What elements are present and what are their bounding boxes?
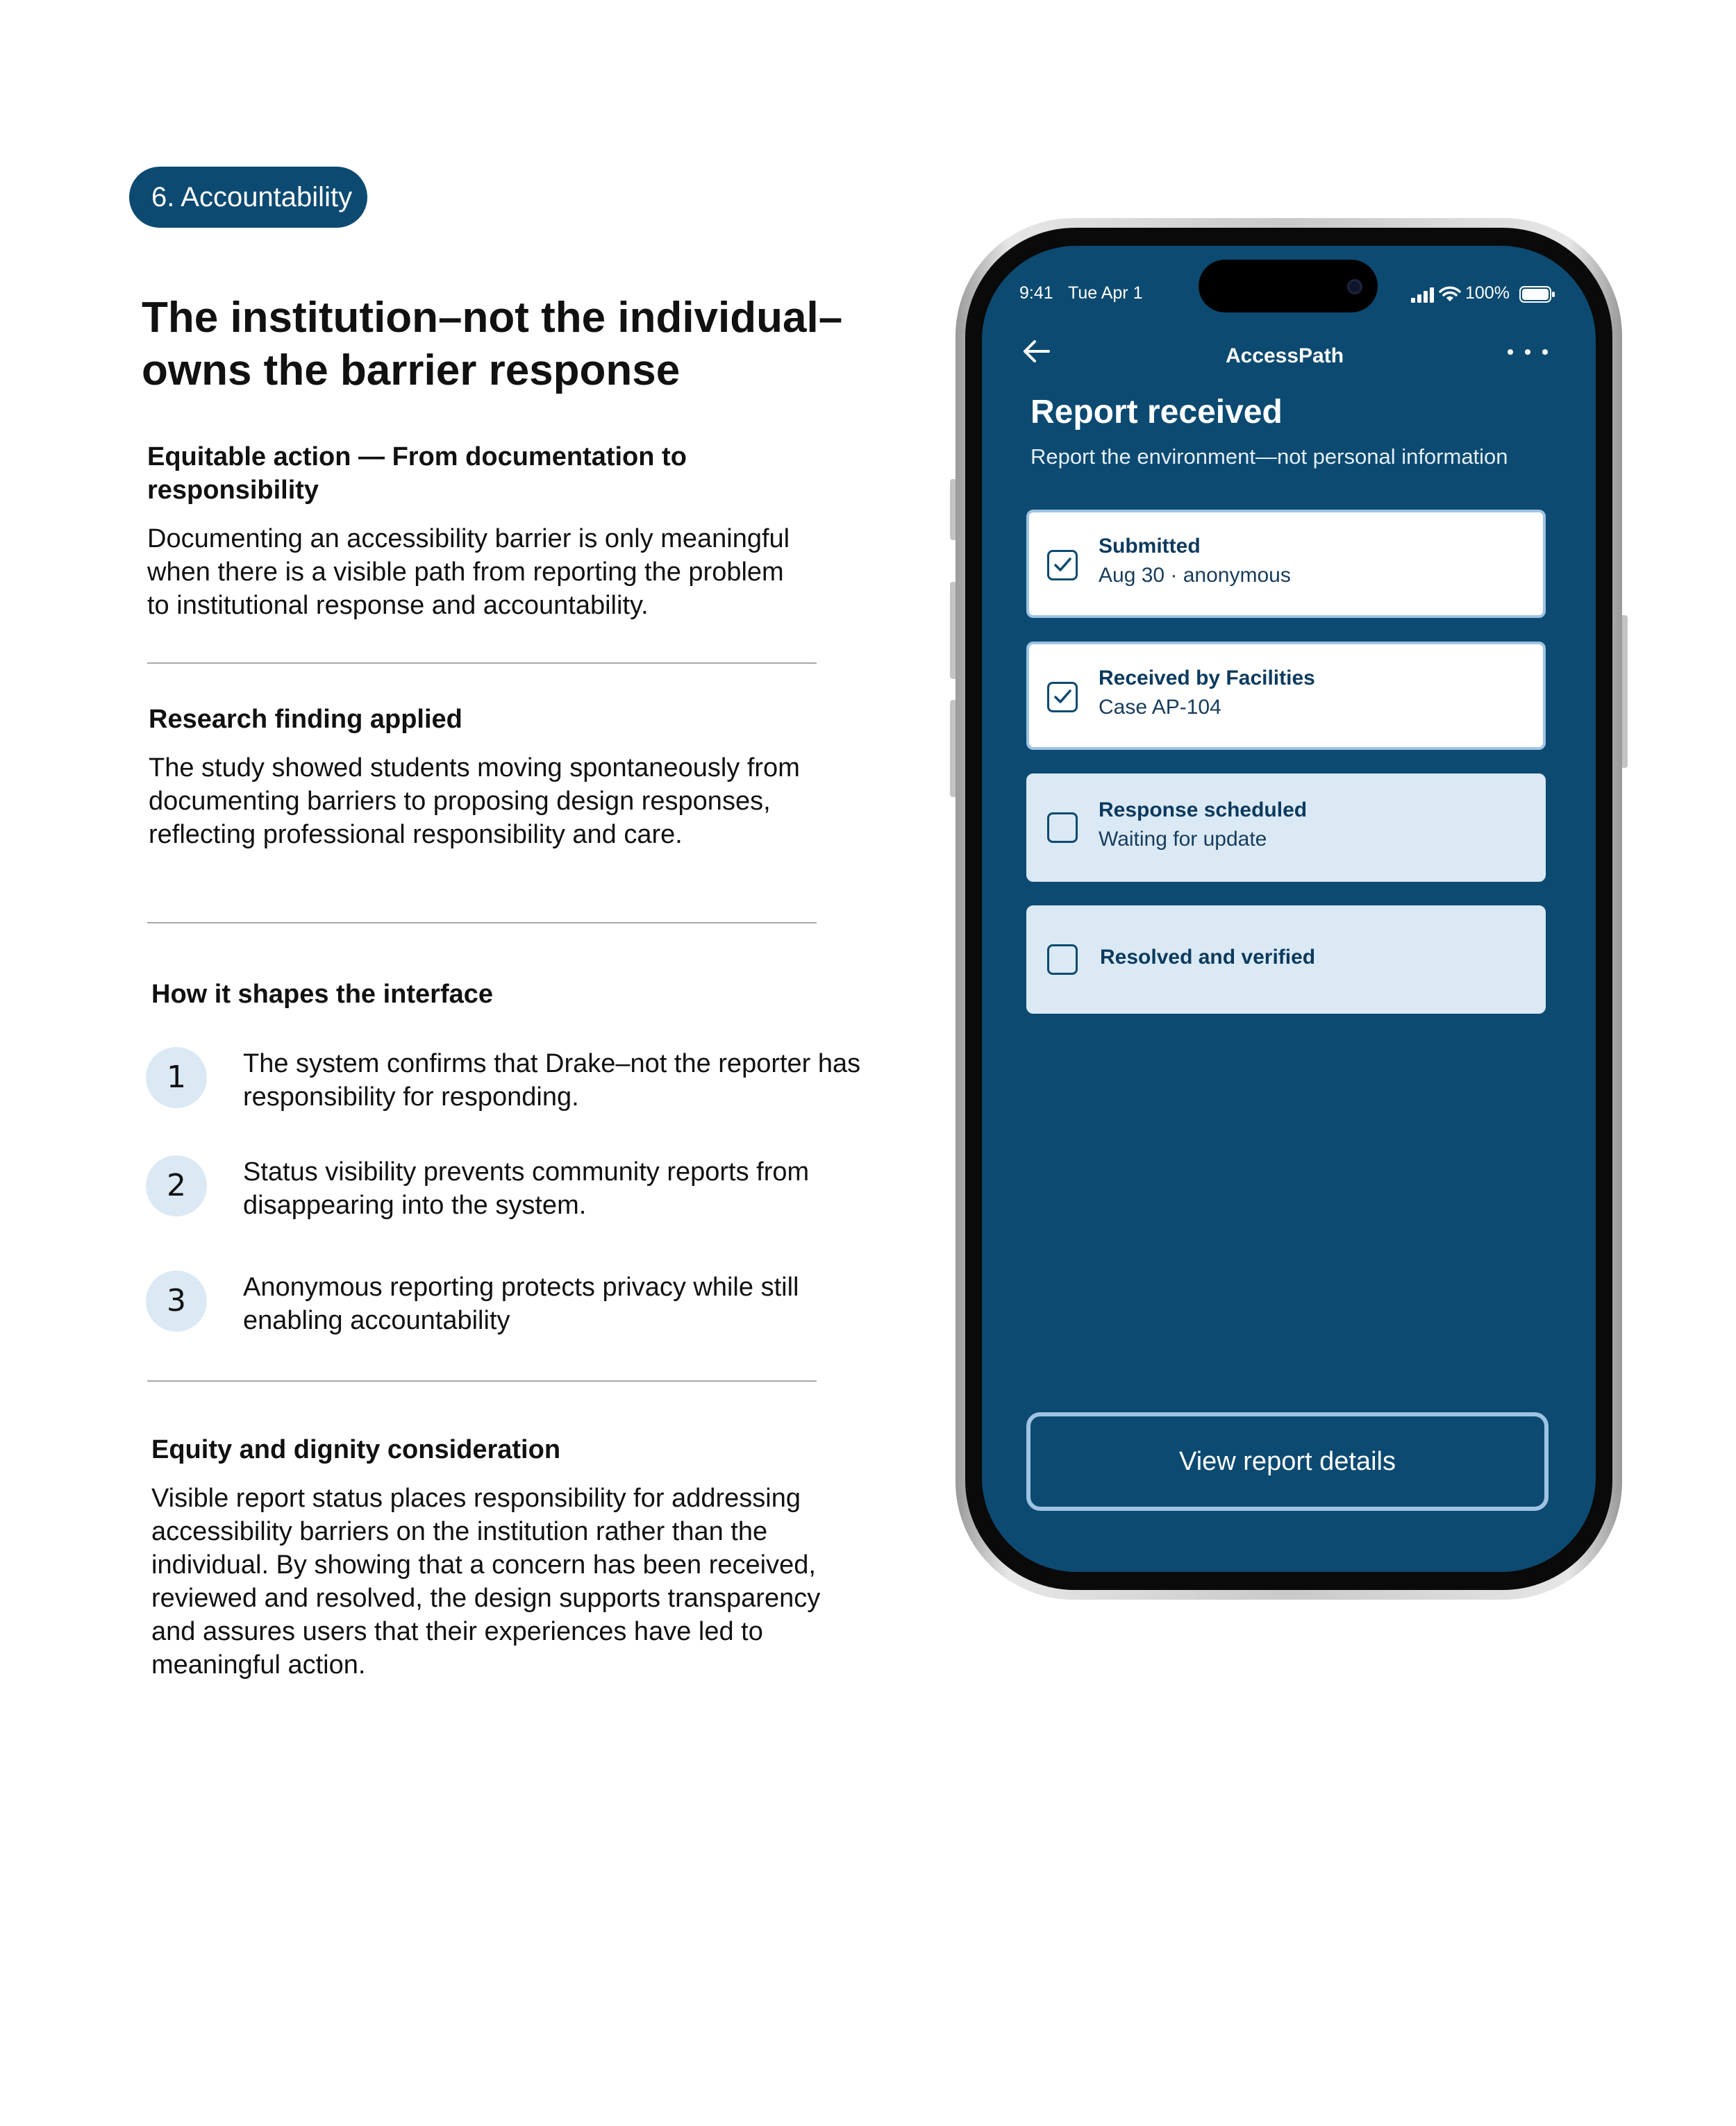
status-date: Tue Apr 1 [1068,283,1143,303]
step-2-number: 2 [146,1155,207,1216]
cellular-signal-icon [1411,287,1435,306]
research-body [149,751,871,851]
checkbox-checked-icon [1047,550,1078,580]
card-title: Response scheduled [1099,798,1308,821]
status-card-resolved[interactable] [1026,905,1546,1014]
card-detail: Case AP-104 [1099,696,1221,719]
equitable-action-body [147,522,869,622]
equity-line-3: individual. By showing that a concern has been received, [151,1550,816,1580]
page-headline [142,292,878,397]
step-2-line-2: disappearing into the system. [243,1191,587,1220]
equity-line-2: accessibility barriers on the institution rather than the [151,1517,768,1546]
equity-line-1: Visible report status places responsibility for addressing [151,1484,801,1513]
equitable-line-3: to institutional response and accountability. [147,591,649,620]
status-card-submitted[interactable] [1026,510,1546,618]
battery-icon [1519,286,1555,306]
card-title: Resolved and verified [1100,946,1316,969]
equity-line-4: reviewed and resolved, the design supports transparency [151,1584,821,1613]
equity-line-6: meaningful action. [151,1650,366,1680]
status-card-scheduled[interactable] [1026,773,1546,882]
card-detail: Waiting for update [1099,828,1267,851]
back-button[interactable] [1021,337,1051,369]
status-time: 9:41 [1019,283,1053,303]
checkbox-empty-icon [1047,944,1078,975]
divider-3 [147,1380,817,1382]
checkbox-checked-icon [1047,682,1078,712]
section-pill: 6. Accountability [129,167,367,228]
research-line-1: The study showed students moving spontaneously from [149,753,800,782]
card-title: Submitted [1099,535,1201,558]
status-card-received[interactable] [1026,642,1546,750]
step-1-line-1: The system confirms that Drake–not the reporter has [243,1049,861,1078]
headline-line-2: owns the barrier response [142,346,681,394]
equitable-line-1: Documenting an accessibility barrier is only meaningful [147,524,790,553]
research-heading: Research finding applied [149,705,462,734]
view-report-details-button[interactable]: View report details [1026,1412,1549,1511]
wifi-icon [1439,286,1461,306]
equitable-heading-line-2: responsibility [147,476,319,505]
arrow-left-icon [1021,337,1051,365]
research-line-3: reflecting professional responsibility and care. [149,820,683,849]
step-1-line-2: responsibility for responding. [243,1082,579,1112]
screen-title: Report received [1030,394,1283,430]
screen-subtitle: Report the environment—not personal information [1030,444,1508,469]
more-options-button[interactable] [1505,347,1550,360]
step-3-line-1: Anonymous reporting protects privacy while still [243,1273,799,1302]
divider-2 [147,922,817,923]
step-3-text [243,1271,910,1337]
equity-line-5: and assures users that their experiences have led to [151,1617,763,1646]
front-camera [1347,279,1362,294]
card-detail: Aug 30 · anonymous [1099,564,1291,587]
divider-1 [147,662,817,664]
step-1-text [243,1047,910,1114]
battery-percent: 100% [1465,283,1510,303]
step-3-number: 3 [146,1271,207,1332]
card-title: Received by Facilities [1099,667,1315,689]
step-1-number: 1 [146,1047,207,1108]
equity-body [151,1482,887,1682]
checkbox-empty-icon [1047,812,1078,843]
app-name: AccessPath [1225,344,1344,367]
equitable-action-heading [147,440,842,507]
step-2-line-1: Status visibility prevents community reports from [243,1157,810,1187]
equitable-heading-line-1: Equitable action — From documentation to [147,442,687,471]
headline-line-1: The institution–not the individual– [142,294,843,342]
more-horizontal-icon [1505,347,1550,357]
research-line-2: documenting barriers to proposing design responses, [149,787,771,816]
step-3-line-2: enabling accountability [243,1306,510,1335]
equity-heading: Equity and dignity consideration [151,1435,561,1464]
step-2-text [243,1155,910,1222]
interface-heading: How it shapes the interface [151,980,494,1009]
equitable-line-2: when there is a visible path from reporting the problem [147,558,784,587]
